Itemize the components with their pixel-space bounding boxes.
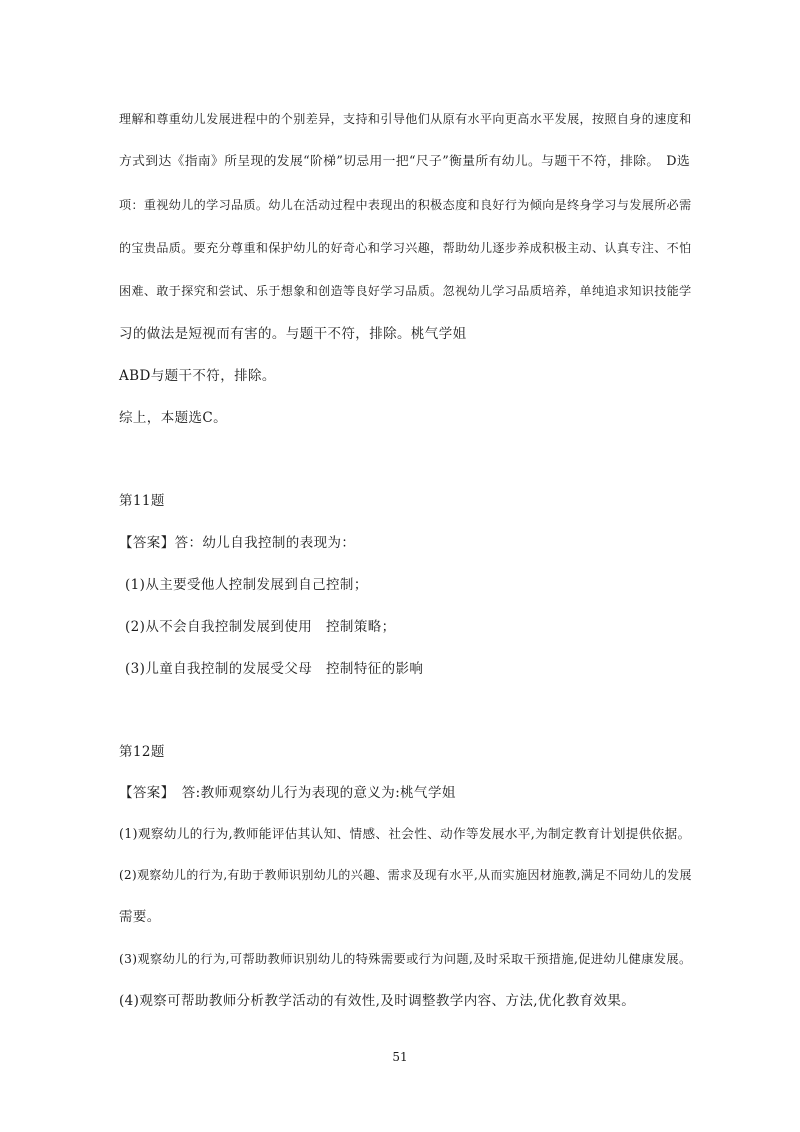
question-11-item: (2)从不会自我控制发展到使用 控制策略； bbox=[125, 619, 396, 635]
paragraph-line: 方式到达《指南》所呈现的发展“阶梯”切忌用一把“尺子”衡量所有幼儿。与题干不符，排除。 D选 bbox=[119, 154, 691, 169]
question-12-title: 第12题 bbox=[119, 744, 165, 760]
question-12-line: (2)观察幼儿的行为,有助于教师识别幼儿的兴趣、需求及现有水平,从而实施因材施教,满足不同幼儿的发展 bbox=[119, 868, 692, 882]
summary-line: 综上，本题选C。 bbox=[119, 410, 228, 426]
question-12-answer: 【答案】 答:教师观察幼儿行为表现的意义为:桃气学姐 bbox=[119, 785, 456, 801]
question-12-line: (3)观察幼儿的行为,可帮助教师识别幼儿的特殊需要或行为问题,及时采取干预措施,促进幼儿健康发展。 bbox=[119, 952, 692, 966]
question-11-item: (1)从主要受他人控制发展到自己控制； bbox=[125, 577, 368, 593]
question-11-answer: 【答案】答：幼儿自我控制的表现为： bbox=[119, 535, 356, 551]
paragraph-line: ABD与题干不符，排除。 bbox=[119, 368, 276, 384]
question-11-title: 第11题 bbox=[119, 493, 165, 509]
paragraph-line: 理解和尊重幼儿发展进程中的个别差异，支持和引导他们从原有水平向更高水平发展，按照自身的速度和 bbox=[119, 112, 692, 126]
page-number: 51 bbox=[392, 1050, 408, 1064]
paragraph-line: 习的做法是短视而有害的。与题干不符，排除。桃气学姐 bbox=[119, 326, 467, 342]
question-12-line: 需要。 bbox=[119, 909, 161, 925]
question-12-line: (4)观察可帮助教师分析教学活动的有效性,及时调整教学内容、方法,优化教育效果。 bbox=[119, 993, 636, 1009]
question-11-item: (3)儿童自我控制的发展受父母 控制特征的影响 bbox=[125, 661, 424, 677]
paragraph-line: 的宝贵品质。要充分尊重和保护幼儿的好奇心和学习兴趣，帮助幼儿逐步养成积极主动、认真专注、不怕 bbox=[119, 241, 692, 255]
paragraph-line: 困难、敢于探究和尝试、乐于想象和创造等良好学习品质。忽视幼儿学习品质培养，单纯追求知识技能学 bbox=[119, 284, 692, 298]
paragraph-line: 项：重视幼儿的学习品质。幼儿在活动过程中表现出的积极态度和良好行为倾向是终身学习与发展所必需 bbox=[119, 198, 692, 212]
question-12-line: (1)观察幼儿的行为,教师能评估其认知、情感、社会性、动作等发展水平,为制定教育计划提供依据。 bbox=[119, 826, 691, 841]
